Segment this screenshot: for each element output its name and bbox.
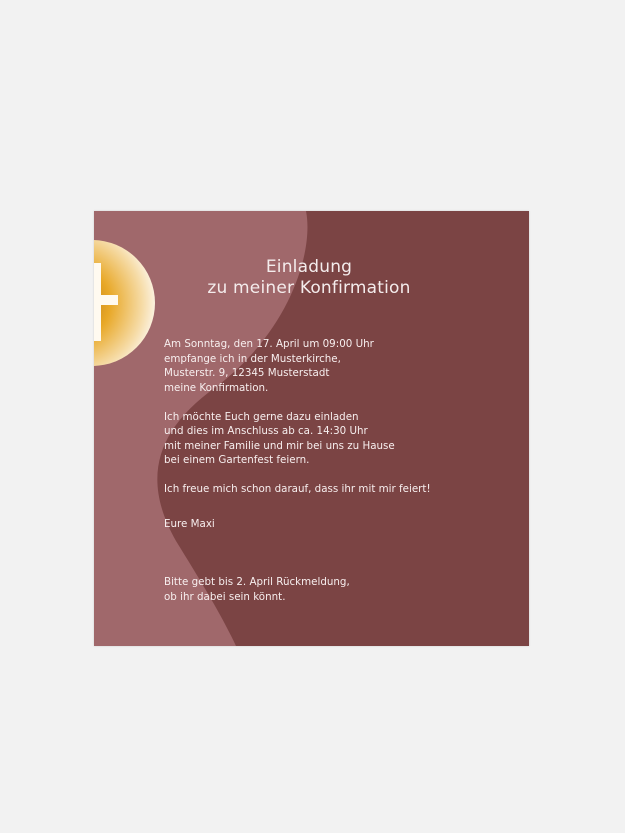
rsvp-line: Bitte gebt bis 2. April Rückmeldung, [164,576,350,588]
title-line-1: Einladung [265,257,353,277]
rsvp-line: ob ihr dabei sein könnt. [164,590,286,603]
signature: Eure Maxi [164,518,215,530]
paragraph-1-line: meine Konfirmation. [164,381,269,394]
title-line-2: zu meiner Konfirmation [207,278,411,298]
paragraph-1-line: empfange ich in der Musterkirche, [164,352,341,365]
paragraph-3: Ich freue mich schon darauf, dass ihr mit mir feiert! [164,483,431,495]
invitation-title [184,257,434,299]
invitation-card [94,211,529,646]
paragraph-2-line: und dies im Anschluss ab ca. 14:30 Uhr [164,425,368,437]
paragraph-2-line: bei einem Gartenfest feiern. [164,454,310,466]
cross-icon-vertical [94,263,101,341]
paragraph-1-line: Musterstr. 9, 12345 Musterstadt [164,367,330,379]
paragraph-2-line: mit meiner Familie und mir bei uns zu Hause [164,439,395,452]
paragraph-1-line: Am Sonntag, den 17. April um 09:00 Uhr [164,338,374,350]
paragraph-2-line: Ich möchte Euch gerne dazu einladen [164,410,359,423]
invitation-body [164,337,494,604]
